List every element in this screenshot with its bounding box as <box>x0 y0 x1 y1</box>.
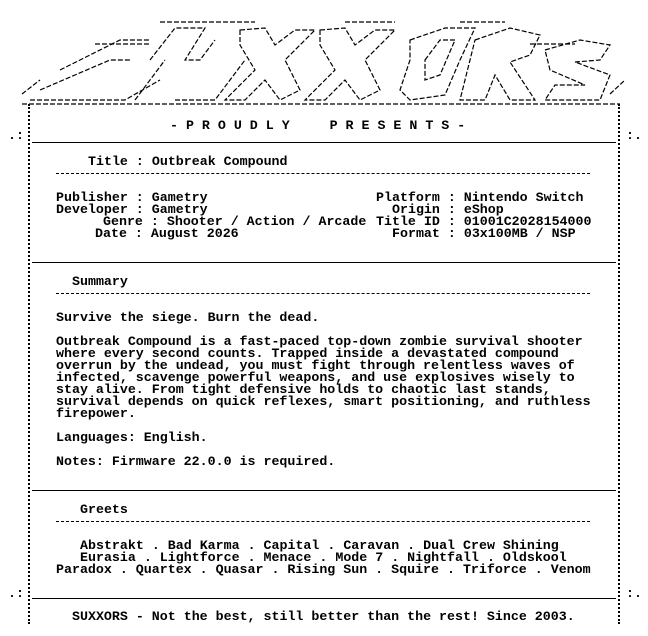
titleid-value: 01001C2028154000 <box>463 214 592 229</box>
presents-tagline: - P R O U D L Y P R E S E N T S - <box>170 118 466 133</box>
date-label: Date <box>95 226 127 241</box>
genre-label: Genre <box>103 214 143 229</box>
side-dots-left-2: .: <box>8 586 24 601</box>
info-developer: Developer : Gametry <box>56 202 208 217</box>
side-dots-right-1: :. <box>626 128 642 143</box>
greets-line-3: Paradox . Quartex . Quasar . Rising Sun . Squire . Triforce . Venom <box>56 562 591 577</box>
platform-label: Platform <box>376 190 440 205</box>
separator-4 <box>32 598 616 599</box>
side-dots-left-1: .: <box>8 128 24 143</box>
group-logo <box>0 0 648 112</box>
summary-heading: Summary <box>72 274 128 289</box>
info-titleid: Title ID : 01001C2028154000 <box>376 214 592 229</box>
titleid-label: Title ID <box>376 214 440 229</box>
greets-heading: Greets <box>80 502 128 517</box>
summary-body-6: survival depends on quick reflexes, smart positioning, and ruthless <box>56 394 591 409</box>
title-label: Title <box>88 154 128 169</box>
platform-value: Nintendo Switch <box>463 190 584 205</box>
title-row: Title : Outbreak Compound <box>88 154 288 169</box>
developer-label: Developer <box>56 202 128 217</box>
side-dots-right-2: :. <box>626 586 642 601</box>
info-genre: Genre : Shooter / Action / Arcade <box>103 214 367 229</box>
summary-underline <box>56 293 590 294</box>
separator-1 <box>32 142 616 143</box>
developer-value: Gametry <box>151 202 208 217</box>
info-publisher: Publisher : Gametry <box>56 190 208 205</box>
footer-text: SUXXORS - Not the best, still better than the rest! Since 2003. <box>72 609 575 624</box>
summary-languages: Languages: English. <box>56 430 208 445</box>
summary-body-4: infected, scavenge powerful weapons, and use explosives wisely to <box>56 370 575 385</box>
separator-2 <box>32 262 616 263</box>
format-value: 03x100MB / NSP <box>463 226 576 241</box>
summary-body-7: firepower. <box>56 406 136 421</box>
greets-line-2: Eurasia . Lightforce . Menace . Mode 7 . Nightfall . Oldskool <box>80 550 567 565</box>
publisher-label: Publisher <box>56 190 128 205</box>
frame-left-line <box>28 104 30 624</box>
summary-notes: Notes: Firmware 22.0.0 is required. <box>56 454 336 469</box>
summary-body-1: Outbreak Compound is a fast-paced top-down zombie survival shooter <box>56 334 583 349</box>
origin-value: eShop <box>463 202 504 217</box>
greets-line-1: Abstrakt . Bad Karma . Capital . Caravan . Dual Crew Shining <box>80 538 559 553</box>
date-value: August 2026 <box>150 226 239 241</box>
genre-value: Shooter / Action / Arcade <box>166 214 367 229</box>
title-value: Outbreak Compound <box>151 154 288 169</box>
summary-body-5: stay alive. From tight defensive holds to chaotic last stands, <box>56 382 551 397</box>
summary-body-3: overrun by the undead, you must fight through relentless waves of <box>56 358 575 373</box>
info-platform: Platform : Nintendo Switch <box>376 190 584 205</box>
publisher-value: Gametry <box>151 190 208 205</box>
separator-3 <box>32 490 616 491</box>
info-date: Date : August 2026 <box>95 226 239 241</box>
info-format: Format : 03x100MB / NSP <box>392 226 576 241</box>
frame-right-line <box>618 104 620 624</box>
greets-underline <box>56 521 590 522</box>
info-origin: Origin : eShop <box>392 202 504 217</box>
summary-body-2: where every second counts. Trapped inside a devastated compound <box>56 346 559 361</box>
origin-label: Origin <box>392 202 440 217</box>
format-label: Format <box>392 226 440 241</box>
logo-art <box>0 0 648 112</box>
title-underline <box>56 173 590 174</box>
summary-tagline: Survive the siege. Burn the dead. <box>56 310 320 325</box>
